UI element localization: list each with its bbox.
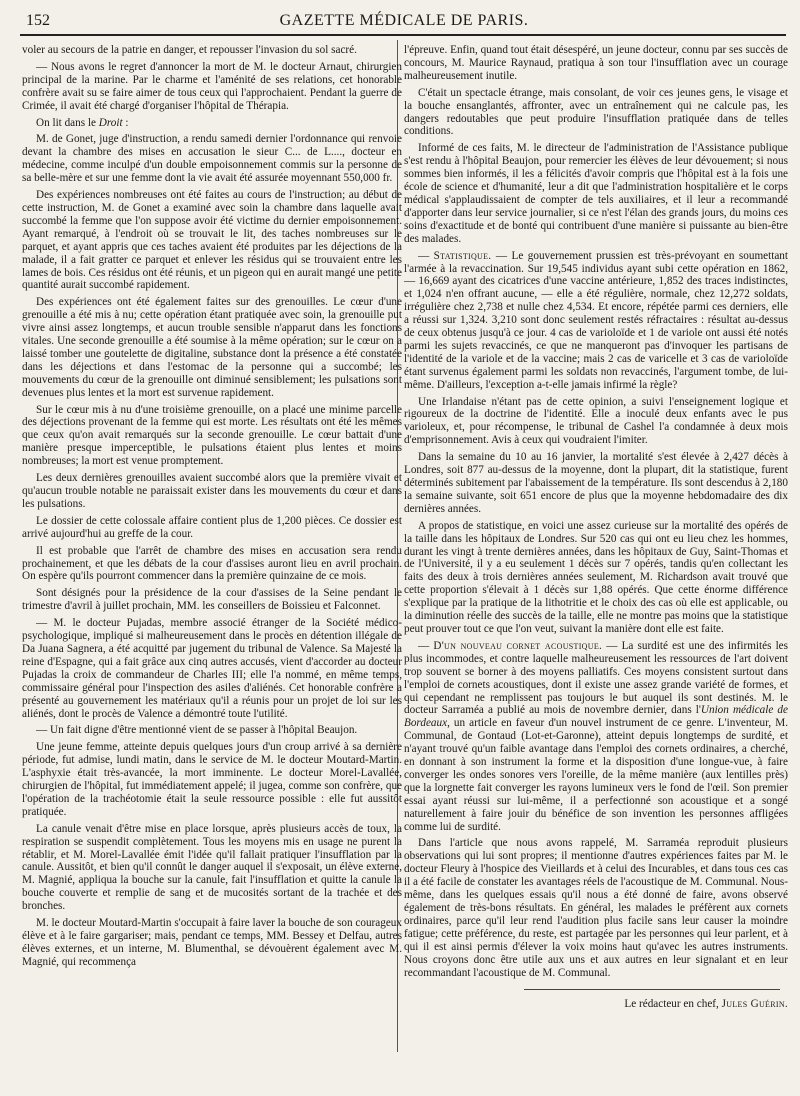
paragraph: Des expériences nombreuses ont été faites au cours de l'instruction; au début de cette instruction, M. de Gonet a examiné avec soin la chambre dans laquelle avait succombé la femme que l'on suppose avoir été victime du dernier empoisonnement. Ayant remarqué, à l'endroit où se trouvait le lit, des taches nombreuses sur le parquet, et ayant appris que ces taches avaient été produites par les déjections de la malade, il a fait gratter ce parquet et enlever les résidus qui se trouvaient entre les lames de bois. Ces résidus ont été réunis, et un pigeon qui en aurait mangé une petite quantité aurait succombé rapidement. bbox=[22, 189, 402, 292]
paragraph: Une Irlandaise n'étant pas de cette opinion, a suivi l'enseignement logique et rigoureux de la doctrine de l'identité. Elle a inoculé deux enfants avec le pus varioleux, et, pour récompense, le tribunal de Cashel l'a condamnée à deux mois d'emprisonnement. Avis à ceux qui voudraient l'imiter. bbox=[404, 395, 788, 447]
paragraph: — Statistique. — Le gouvernement prussien est très-prévoyant en soumettant l'armée à la revaccination. Sur 19,545 individus ayant subi cette opération en 1862, — 16,669 ayant des cicatrices d'une vaccine antérieure, 1,852 des traces indistinctes, et 1,024 n'en offrant aucune, — elle a été régulière, normale, chez 12,272 soldats, irrégulière chez 2,738 et nulle chez 4,534. Et encore, répétée parmi ces derniers, elle a réussi sur 1,324. 3,210 sont donc seulement restés réfractaires : résultat au-dessus de ceux obtenus jusqu'à ce jour. 4 cas de varioloïde et 1 de variole ont aussi été notés parmi les sujets revaccinés, ce que ne manqueront pas d'invoquer les partisans de l'identité de la variole et de la vaccine; mais 2 cas de varicelle et 3 cas de varioloïde étant survenus également parmi les soldats non revaccinés, l'argument tombe, de lui-même. D'ailleurs, l'exception a-t-elle jamais infirmé la règle? bbox=[404, 249, 789, 391]
paragraph: Sont désignés pour la présidence de la cour d'assises de la Seine pendant le trimestre d'avril à juillet prochain, MM. les conseillers de Boissieu et Falconnet. bbox=[22, 587, 402, 613]
paragraph: Les deux dernières grenouilles avaient succombé alors que la première vivait et qu'aucun trouble notable ne paraissait exister dans les mouvements du cœur et dans les pulsations. bbox=[22, 472, 402, 510]
paragraph: Une jeune femme, atteinte depuis quelques jours d'un croup arrivé à sa dernière période, fut admise, lundi matin, dans le service de M. le docteur Moutard-Martin. L'asphyxie était très-avancée, la mort imminente. Le docteur Morel-Lavallée, chirurgien de l'hôpital, fut immédiatement appelé; il jugea, comme son confrère, que l'opération de la trachéotomie était la seule ressource possible : elle fut aussitôt pratiquée. bbox=[22, 741, 402, 818]
paragraph: C'était un spectacle étrange, mais consolant, de voir ces jeunes gens, le visage et la bouche ensanglantés, affronter, avec un entraînement qui ne calcule pas, les dangers redoutables que peut produire l'insufflation pratiquée dans de telles conditions. bbox=[404, 86, 788, 138]
right-column bbox=[404, 44, 788, 1015]
paragraph: La canule venait d'être mise en place lorsque, après plusieurs accès de toux, la respiration se suspendit complètement. Tous les moyens mis en usage ne purent la rétablir, et M. Morel-Lavallée émit l'idée qu'il fallait pratiquer l'insufflation par la canule. Aussitôt, et bien qu'il connût le danger auquel il s'exposait, un élève externe, M. Magnié, appliqua la bouche sur la canule, fait l'insufflation et quitte la canule la bouche couverte et remplie de sang et de mucosités sortant de la trachée et des bronches. bbox=[22, 822, 402, 913]
paragraph: — Nous avons le regret d'annoncer la mort de M. le docteur Arnaut, chirurgien principal de la marine. Par le charme et l'aménité de ses relations, cet honorable confrère avait su se faire aimer de tous ceux qui l'approchaient. Pendant la guerre de Crimée, il avait été chargé d'organiser l'hôpital de Thérapia. bbox=[22, 60, 402, 112]
paragraph: M. le docteur Moutard-Martin s'occupait à faire laver la bouche de son courageux élève et à le faire gargariser; mais, pendant ce temps, MM. Bessey et Delfau, autres élèves externes, et un interne, M. Blumenthal, se dévouèrent également avec M. Magnié, qui recommença bbox=[22, 917, 402, 968]
paragraph: — M. le docteur Pujadas, membre associé étranger de la Société médico-psychologique, impliqué si malheureusement dans le procès en détention illégale de Da Juana Sagnera, a été acquitté par jugement du tribunal de Valence. Sa Majesté la reine d'Espagne, qui a fait grâce aux cinq autres accusés, vient d'accorder au docteur Pujadas la croix de commandeur de Charles III; elle l'a nommé, en même temps, commissaire général pour l'inspection des asiles d'aliénés. Cet honorable confrère a présenté au gouvernement les matériaux qu'il a réunis pour un projet de loi sur les aliénés, dont le procès de Valence a démontré toute l'utilité. bbox=[22, 617, 402, 720]
paragraph: Dans l'article que nous avons rappelé, M. Sarraméa reproduit plusieurs observations qui lui sont propres; il mentionne d'autres expériences faites par M. le docteur Fleury à l'hospice des Vieillards et à celui des Incurables, et dans tous ces cas il a été facile de constater les avantages réels de l'acoustique de M. Communal. Nous-même, dans les quelques essais qu'il nous a été donné de faire, avons observé également de très-bons résultats. En général, les malades le préfèrent aux cornets ordinaires, parce qu'il leur rend l'audition plus facile sans leur causer la moindre fatigue; cette préférence, du reste, est partagée par les personnes qui leur parlent, et à qui il est ainsi permis d'élever la voix moins haut qu'avec les autres instruments. Nous croyons donc être utile aux uns et aux autres en leur signalant et en leur recommandant l'acoustique de M. Communal. bbox=[404, 837, 788, 979]
section-heading: D'un nouveau cornet acoustique. bbox=[433, 639, 603, 652]
paragraph: A propos de statistique, en voici une assez curieuse sur la mortalité des opérés de la taille dans les hôpitaux de Londres. Sur 520 cas qui ont eu lieu chez les hommes, durant les vingt à trente dernières années, dans les hôpitaux de Guy, Saint-Thomas et de l'Université, il y a eu seulement 1 décès sur 7 opérés, tandis qu'en collectant les faits des deux à trois dernières années seulement, M. Richardson avait trouvé que cette proportion s'élevait à 1 décès sur 1,88 opérés. Que cette énorme différence s'explique par la pratique de la lithotritie et le choix des cas où elle est applicable, ou la diminution réelle des succès de la taille, elle ne montre pas moins que la statistique peut prouver tout ce que l'on veut, suivant la manière dont elle est faite. bbox=[404, 519, 788, 635]
paragraph: Dans la semaine du 10 au 16 janvier, la mortalité s'est élevée à 2,427 décès à Londres, soit 877 au-dessus de la moyenne, dont la plupart, dit la statistique, furent déterminés subitement par l'abaissement de la température. Ils sont descendus à 2,180 la semaine suivante, soit 651 encore de plus que la moyenne hebdomadaire des dix dernières années. bbox=[404, 451, 788, 515]
paragraph: Sur le cœur mis à nu d'une troisième grenouille, on a placé une minime parcelle des déjections provenant de la femme qui est morte. Les résultats ont été les mêmes que ceux qu'on avait remarqués sur la seconde grenouille. Le cœur battait d'une manière presque imperceptible, le pulsations étaient plus lentes et moins nombreuses; la mort est venue promptement. bbox=[22, 403, 402, 468]
page-number: 152 bbox=[26, 12, 50, 29]
editor-name: Jules Guérin. bbox=[721, 998, 788, 1011]
journal-name: Union médicale de Bordeaux bbox=[404, 704, 788, 730]
left-column bbox=[22, 44, 402, 973]
paragraph: Des expériences ont été également faites sur des grenouilles. Le cœur d'une grenouille a été mis à nu; cette opération étant pratiquée avec soin, la grenouille put vivre ainsi assez longtemps, et aucun trouble sensible n'apparut dans les fonctions vitales. Une seconde grenouille a été soumise à la même opération; sur le cœur on a laissé tomber une goutelette de digitaline, substance dont la présence a été constatée dans les déjections et dans l'estomac de la personne qui a succombé; les mouvements du cœur de la grenouille ont diminué sensiblement; les pulsations sont devenues plus lentes et la mort est survenue rapidement. bbox=[22, 296, 402, 399]
closing-rule bbox=[524, 989, 780, 990]
running-title: GAZETTE MÉDICALE DE PARIS. bbox=[279, 12, 529, 29]
paragraph: Informé de ces faits, M. le directeur de l'administration de l'Assistance publique s'est rendu à l'hôpital Beaujon, pour remercier les élèves de leur dévouement; si nous sommes bien informés, il les a félicités d'avoir compris que l'hôpital est à la fois une école de science et d'humanité, leur a dit que l'administration hospitalière et le corps médical s'applaudissaient de compter de tels auxiliaires, et il leur a recommandé d'apporter dans leur service journalier, si ce n'est l'élan des grands jours, du moins ces soins d'exactitude et de bonté qui contribuent d'une manière si puissante au bien-être des malades. bbox=[404, 142, 788, 245]
paragraph: voler au secours de la patrie en danger, et repousser l'invasion du sol sacré. bbox=[22, 44, 357, 56]
paragraph: — Un fait digne d'être mentionné vient de se passer à l'hôpital Beaujon. bbox=[36, 724, 358, 737]
paragraph: l'épreuve. Enfin, quand tout était désespéré, un jeune docteur, connu par ses succès de concours, M. Maurice Raynaud, pratiqua à son tour l'insufflation avec un courage malheureusement inutile. bbox=[404, 44, 788, 82]
section-heading: Statistique. bbox=[433, 249, 492, 262]
page-header bbox=[26, 12, 782, 34]
source-name: Droit bbox=[98, 116, 123, 129]
paragraph: On lit dans le Droit : bbox=[36, 116, 129, 129]
editor-signature: Le rédacteur en chef, Jules Guérin. bbox=[624, 998, 788, 1011]
paragraph: M. de Gonet, juge d'instruction, a rendu samedi dernier l'ordonnance qui renvoie devant la chambre des mises en accusation le sieur C... de L...., docteur en médecine, comme inculpé d'un double empoisonnement commis sur la personne de sa belle-mère et sur une femme dont la vie avait été assurée moyennant 550,000 fr. bbox=[22, 133, 402, 185]
paragraph: Le dossier de cette colossale affaire contient plus de 1,200 pièces. Ce dossier est arrivé aujourd'hui au greffe de la cour. bbox=[22, 514, 402, 540]
paragraph: — D'un nouveau cornet acoustique. — La surdité est une des infirmités les plus incommodes, et contre laquelle malheureusement les ressources de l'art doivent trop souvent se borner à des moyens palliatifs. Ces moyens consistent surtout dans l'emploi de cornets acoustiques, dont il existe une assez grande variété de formes, et qui cependant ne remplissent pas toujours le but auquel ils sont destinés. M. le docteur Sarraméa a publié au mois de novembre dernier, dans l'Union médicale de Bordeaux, un article en faveur d'un nouvel instrument de ce genre. L'inventeur, M. Communal, de Gontaud (Lot-et-Garonne), atteint depuis longtemps de surdité, et n'ayant trouvé qu'un faible avantage dans l'emploi des cornets ordinaires, a cherché, en donnant à son instrument la forme et la disposition d'une longue-vue, à faire converger les ondes sonores vers l'oreille, de la même manière (aux lentilles près) que la lorgnette fait converger les rayons lumineux vers le fond de l'œil. Son premier essai ayant réussi sur lui-même, il a perfectionné son acoustique et a songé naturellement à faire jouir du bénéfice de son invention les personnes affligées comme lui de surdité. bbox=[404, 639, 789, 833]
header-rule bbox=[20, 34, 786, 36]
paragraph: Il est probable que l'arrêt de chambre des mises en accusation sera rendu prochainement, et que les débats de la cour d'assises auront lieu en avril prochain. On espère qu'ils pourront commencer dans la première quinzaine de ce mois. bbox=[22, 544, 402, 583]
